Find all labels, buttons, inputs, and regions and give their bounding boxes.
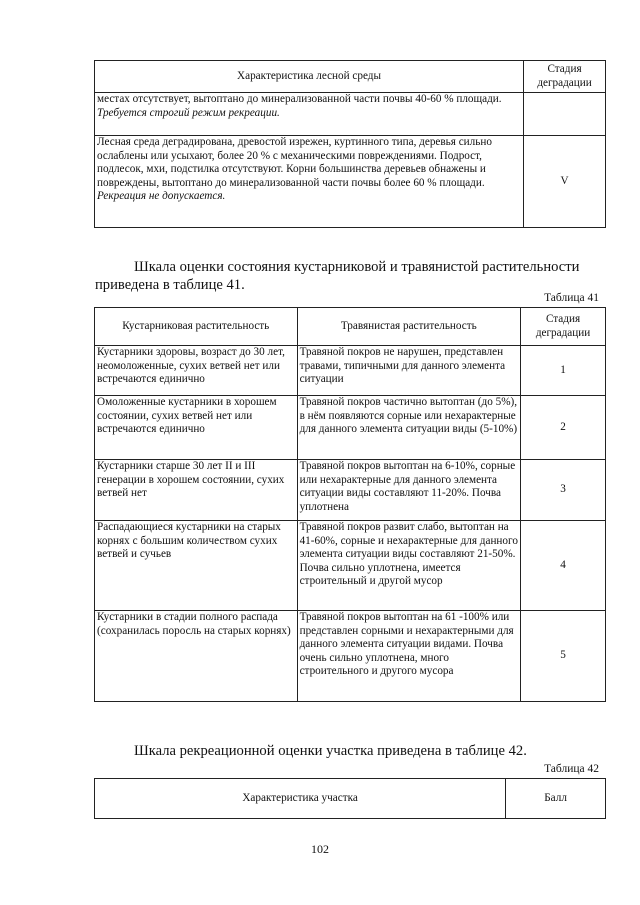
row-stage: V <box>524 136 606 228</box>
row-text: Лесная среда деградирована, древостой изрежен, куртинного типа, деревья сильно ослаблены или усыхают, более 20 % с механическими повреждениями. Подрост, подлесок, мхи, подстилка отсутствуют. Корни большинства деревьев обнажены и повреждены, вытоптано до минерализованной части почвы более 60 % площади. <box>97 136 492 189</box>
header-score: Балл <box>506 779 606 819</box>
table-row <box>95 611 606 702</box>
paragraph-table41-intro: Шкала оценки состояния кустарниковой и травянистой растительности приведена в таблице 41. <box>95 259 580 293</box>
recreation-score-table <box>94 778 606 819</box>
header-site-characteristic: Характеристика участка <box>95 779 506 819</box>
cell-stage: 3 <box>521 460 606 521</box>
table-row <box>95 136 606 228</box>
row-note: Рекреация не допускается. <box>97 190 226 203</box>
table-header-row <box>95 779 606 819</box>
cell-stage: 5 <box>521 611 606 702</box>
cell-grass: Травяной покров развит слабо, вытоптан на 41-60%, сорные и нехарактерные для данного элемента ситуации виды составляют 21-50%. Почва сильно уплотнена, имеется строительный и другой мусор <box>297 521 521 611</box>
table-header-row <box>95 308 606 346</box>
table41-caption: Таблица 41 <box>544 292 599 304</box>
table-row <box>95 396 606 460</box>
table-row <box>95 521 606 611</box>
table-row <box>95 460 606 521</box>
vegetation-state-table <box>94 307 606 702</box>
row-description <box>95 136 524 228</box>
page-number: 102 <box>311 842 329 856</box>
row-text: местах отсутствует, вытоптано до минерализованной части почвы 40-60 % площади. <box>97 93 502 105</box>
header-shrub: Кустарниковая растительность <box>95 308 298 346</box>
cell-shrub: Распадающиеся кустарники на старых корнях с большим количеством сухих ветвей и сучьев <box>95 521 298 611</box>
row-note: Требуется строгий режим рекреации. <box>97 106 280 119</box>
cell-shrub: Омоложенные кустарники в хорошем состоянии, сухих ветвей нет или встречаются единично <box>95 396 298 460</box>
cell-grass: Травяной покров не нарушен, представлен травами, типичными для данного элемента ситуации <box>297 346 521 396</box>
row-description <box>95 93 524 136</box>
header-degradation-stage: Стадия деградации <box>521 308 606 346</box>
cell-shrub: Кустарники в стадии полного распада (сохранилась поросль на старых корнях) <box>95 611 298 702</box>
cell-stage: 1 <box>521 346 606 396</box>
row-stage <box>524 93 606 136</box>
table-row <box>95 93 606 136</box>
cell-stage: 2 <box>521 396 606 460</box>
table-row <box>95 346 606 396</box>
header-forest-characteristic: Характеристика лесной среды <box>95 61 524 93</box>
header-degradation-stage: Стадия деградации <box>524 61 606 93</box>
table-header-row <box>95 61 606 93</box>
header-grass: Травянистая растительность <box>297 308 521 346</box>
cell-grass: Травяной покров частично вытоптан (до 5%), в нём появляются сорные или нехарактерные для данного элемента ситуации виды (5-10%) <box>297 396 521 460</box>
paragraph-table42-intro: Шкала рекреационной оценки участка приведена в таблице 42. <box>134 743 527 759</box>
table42-caption: Таблица 42 <box>544 763 599 775</box>
cell-grass: Травяной покров вытоптан на 6-10%, сорные или нехарактерные для данного элемента ситуации виды составляют 11-20%. Почва уплотнена <box>297 460 521 521</box>
cell-grass: Травяной покров вытоптан на 61 -100% или представлен сорными и нехарактерными для данного элемента ситуации видами. Почва очень сильно уплотнена, много строительного и другого мусора <box>297 611 521 702</box>
cell-shrub: Кустарники здоровы, возраст до 30 лет, неомоложенные, сухих ветвей нет или встречаются единично <box>95 346 298 396</box>
forest-environment-table <box>94 60 606 228</box>
cell-shrub: Кустарники старше 30 лет II и III генерации в хорошем состоянии, сухих ветвей нет <box>95 460 298 521</box>
cell-stage: 4 <box>521 521 606 611</box>
